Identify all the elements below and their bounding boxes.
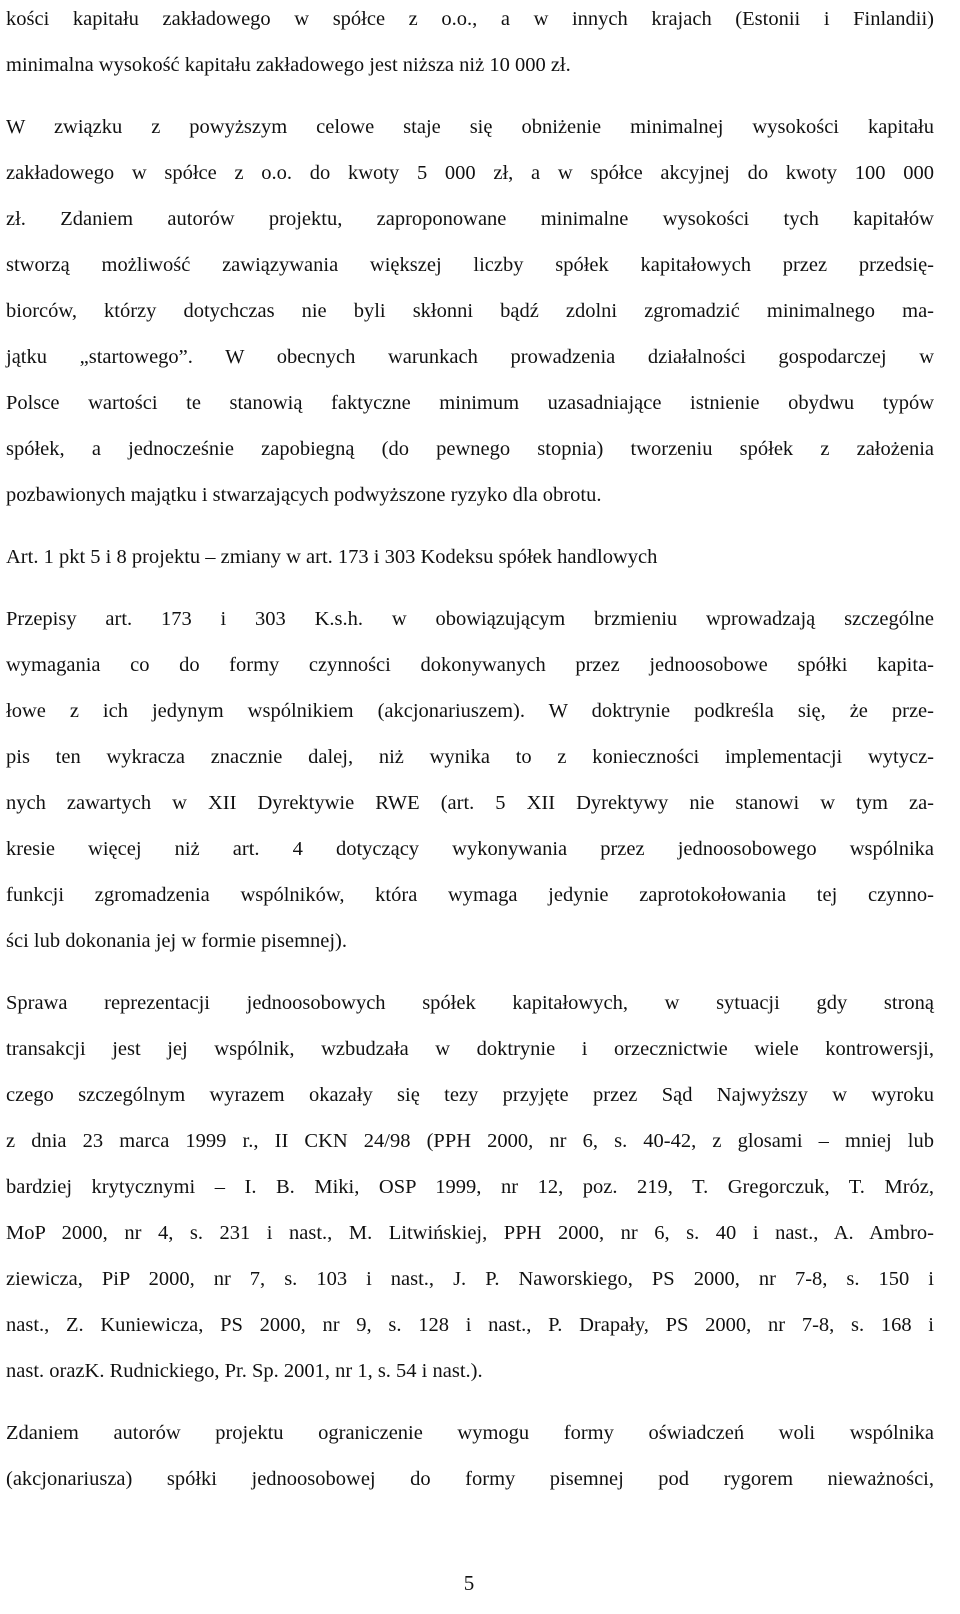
text-line: transakcji jest jej wspólnik, wzbudzała w doktrynie i orzecznictwie wiele kontrowersji, [6, 1038, 934, 1060]
paragraph-1 [6, 0, 934, 88]
text-line: bardziej krytycznymi – I. B. Miki, OSP 1999, nr 12, poz. 219, T. Gregorczuk, T. Mróz, [6, 1176, 934, 1198]
page-number: 5 [463, 1571, 475, 1595]
text-line: nych zawartych w XII Dyrektywie RWE (art. 5 XII Dyrektywy nie stanowi w tym za- [6, 792, 934, 814]
text-line: W związku z powyższym celowe staje się obniżenie minimalnej wysokości kapitału [6, 116, 934, 138]
text-line: ści lub dokonania jej w formie pisemnej). [6, 930, 348, 952]
text-line: (akcjonariusza) spółki jednoosobowej do formy pisemnej pod rygorem nieważności, [6, 1468, 934, 1490]
section-heading [6, 534, 934, 580]
text-line: ziewicza, PiP 2000, nr 7, s. 103 i nast., J. P. Naworskiego, PS 2000, nr 7-8, s. 150 i [6, 1268, 934, 1290]
text-line: łowe z ich jedynym wspólnikiem (akcjonariuszem). W doktrynie podkreśla się, że prze- [6, 700, 934, 722]
text-line: czego szczególnym wyrazem okazały się tezy przyjęte przez Sąd Najwyższy w wyroku [6, 1084, 934, 1106]
text-line: spółek, a jednocześnie zapobiegną (do pewnego stopnia) tworzeniu spółek z założenia [6, 438, 934, 460]
text-line: nast., Z. Kuniewicza, PS 2000, nr 9, s. 128 i nast., P. Drapały, PS 2000, nr 7-8, s. 168 i [6, 1314, 934, 1336]
text-line: Zdaniem autorów projektu ograniczenie wymogu formy oświadczeń woli wspólnika [6, 1422, 934, 1444]
text-line: pozbawionych majątku i stwarzających podwyższone ryzyko dla obrotu. [6, 484, 602, 506]
paragraph-4 [6, 980, 934, 1394]
text-line: biorców, którzy dotychczas nie byli skłonni bądź zdolni zgromadzić minimalnego ma- [6, 300, 934, 322]
paragraph-3 [6, 596, 934, 964]
text-line: wymagania co do formy czynności dokonywanych przez jednoosobowe spółki kapita- [6, 654, 934, 676]
text-line: zakładowego w spółce z o.o. do kwoty 5 000 zł, a w spółce akcyjnej do kwoty 100 000 [6, 162, 934, 184]
section-heading-text: Art. 1 pkt 5 i 8 projektu – zmiany w art. 173 i 303 Kodeksu spółek handlowych [6, 546, 658, 568]
text-line: funkcji zgromadzenia wspólników, która wymaga jedynie zaprotokołowania tej czynno- [6, 884, 934, 906]
document-body [6, 0, 934, 1502]
paragraph-5 [6, 1410, 934, 1502]
text-line: z dnia 23 marca 1999 r., II CKN 24/98 (PPH 2000, nr 6, s. 40-42, z glosami – mniej lub [6, 1130, 934, 1152]
text-line: zł. Zdaniem autorów projektu, zaproponowane minimalne wysokości tych kapitałów [6, 208, 934, 230]
text-line: nast. orazK. Rudnickiego, Pr. Sp. 2001, nr 1, s. 54 i nast.). [6, 1360, 483, 1382]
text-line: kości kapitału zakładowego w spółce z o.o., a w innych krajach (Estonii i Finlandii) [6, 8, 934, 30]
text-line: Przepisy art. 173 i 303 K.s.h. w obowiązującym brzmieniu wprowadzają szczególne [6, 608, 934, 630]
text-line: Sprawa reprezentacji jednoosobowych spółek kapitałowych, w sytuacji gdy stroną [6, 992, 934, 1014]
text-line: minimalna wysokość kapitału zakładowego jest niższa niż 10 000 zł. [6, 54, 571, 76]
text-line: kresie więcej niż art. 4 dotyczący wykonywania przez jednoosobowego wspólnika [6, 838, 934, 860]
text-line: pis ten wykracza znacznie dalej, niż wynika to z konieczności implementacji wytycz- [6, 746, 934, 768]
text-line: Polsce wartości te stanowią faktyczne minimum uzasadniające istnienie obydwu typów [6, 392, 934, 414]
text-line: jątku „startowego”. W obecnych warunkach prowadzenia działalności gospodarczej w [6, 346, 934, 368]
text-line: stworzą możliwość zawiązywania większej liczby spółek kapitałowych przez przedsię- [6, 254, 934, 276]
paragraph-2 [6, 104, 934, 518]
text-line: MoP 2000, nr 4, s. 231 i nast., M. Litwińskiej, PPH 2000, nr 6, s. 40 i nast., A. Ambro- [6, 1222, 934, 1244]
